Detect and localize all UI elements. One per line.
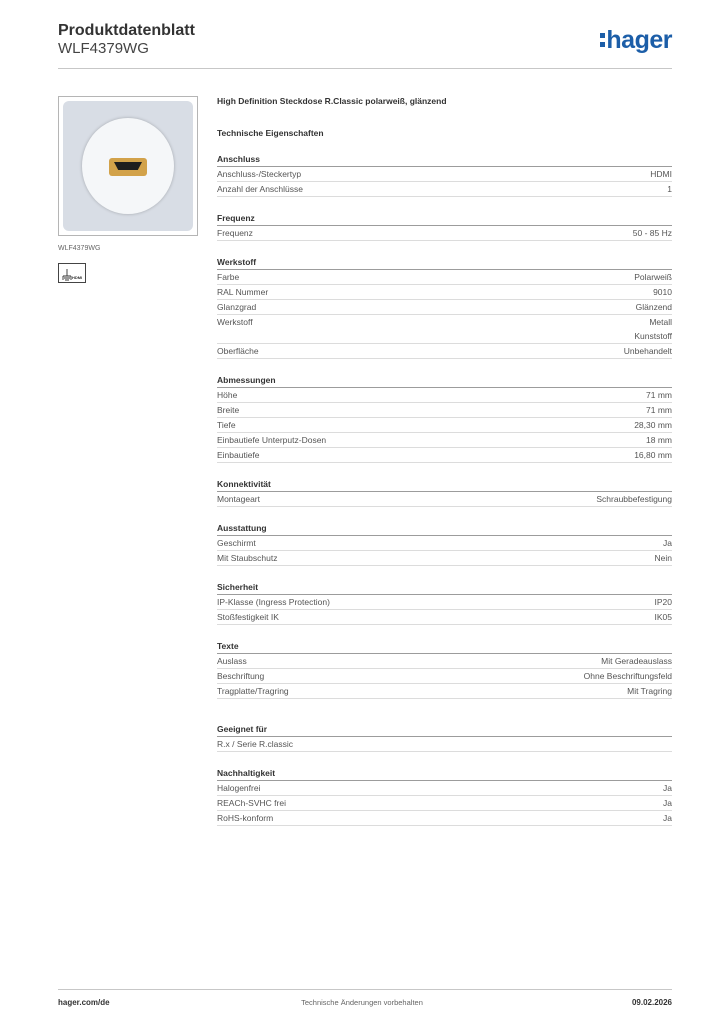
spec-row xyxy=(217,669,672,684)
spec-value: IP20 xyxy=(654,597,672,607)
spec-row xyxy=(217,167,672,182)
spec-label: Beschriftung xyxy=(217,671,265,681)
spec-value: 18 mm xyxy=(646,435,672,445)
spec-label: Anschluss-/Steckertyp xyxy=(217,169,302,179)
spec-value: Ja xyxy=(663,538,672,548)
section-werkstoff xyxy=(217,256,672,359)
spec-label: Montageart xyxy=(217,494,260,504)
spec-value: 9010 xyxy=(653,287,672,297)
symbol-label: HDMI xyxy=(72,275,83,280)
spec-row xyxy=(217,737,672,752)
spec-value: Glänzend xyxy=(635,302,672,312)
spec-row xyxy=(217,684,672,699)
footer-divider xyxy=(58,989,672,990)
section-geeignet-fuer xyxy=(217,723,672,752)
spec-label: Einbautiefe Unterputz-Dosen xyxy=(217,435,327,445)
section-anschluss xyxy=(217,153,672,197)
section-title: Nachhaltigkeit xyxy=(217,767,672,781)
spec-row xyxy=(217,285,672,300)
hdmi-symbol-icon xyxy=(58,263,86,283)
spec-value: Ohne Beschriftungsfeld xyxy=(583,671,672,681)
spec-label: Halogenfrei xyxy=(217,783,261,793)
spec-value: IK05 xyxy=(654,612,672,622)
section-title: Geeignet für xyxy=(217,723,672,737)
connector-symbol-icon xyxy=(59,264,87,284)
spec-label: R.x / Serie R.classic xyxy=(217,739,294,749)
spec-label: Oberfläche xyxy=(217,346,259,356)
spec-value: 71 mm xyxy=(646,390,672,400)
spec-row xyxy=(217,182,672,197)
spec-row xyxy=(217,595,672,610)
header-divider xyxy=(58,68,672,69)
tech-properties-heading: Technische Eigenschaften xyxy=(217,128,324,138)
spec-content xyxy=(217,95,672,826)
spec-value: 28,30 mm xyxy=(634,420,672,430)
spec-row xyxy=(217,796,672,811)
spec-row xyxy=(217,492,672,507)
spec-value: Metall Kunststoff xyxy=(634,317,672,341)
spec-value: Mit Geradeauslass xyxy=(601,656,672,666)
spec-label: Tragplatte/Tragring xyxy=(217,686,289,696)
section-title: Anschluss xyxy=(217,153,672,167)
spec-row xyxy=(217,344,672,359)
hdmi-port-icon xyxy=(109,158,147,176)
spec-value: Mit Tragring xyxy=(627,686,672,696)
spec-label: Auslass xyxy=(217,656,247,666)
socket-insert xyxy=(82,118,174,214)
spec-label: Einbautiefe xyxy=(217,450,260,460)
spec-label: Geschirmt xyxy=(217,538,256,548)
spec-value: 1 xyxy=(667,184,672,194)
document-title: Produktdatenblatt xyxy=(58,22,195,39)
spec-value: Unbehandelt xyxy=(623,346,672,356)
section-ausstattung xyxy=(217,522,672,566)
section-title: Ausstattung xyxy=(217,522,672,536)
spec-value: 50 - 85 Hz xyxy=(632,228,672,238)
logo-colon-icon xyxy=(600,28,605,47)
spec-value: 16,80 mm xyxy=(634,450,672,460)
section-konnektivitaet xyxy=(217,478,672,507)
spec-row xyxy=(217,448,672,463)
spec-row xyxy=(217,536,672,551)
spec-value: Schraubbefestigung xyxy=(596,494,672,504)
spec-row xyxy=(217,300,672,315)
spec-row xyxy=(217,226,672,241)
logo-text: hager xyxy=(606,26,672,54)
hager-logo xyxy=(600,28,672,53)
product-title: High Definition Steckdose R.Classic polarweiß, glänzend xyxy=(217,96,447,106)
spec-label: Anzahl der Anschlüsse xyxy=(217,184,303,194)
spec-value: Ja xyxy=(663,813,672,823)
spec-row xyxy=(217,388,672,403)
spec-row xyxy=(217,270,672,285)
spec-label: Werkstoff xyxy=(217,317,253,327)
spec-row xyxy=(217,551,672,566)
footer-disclaimer: Technische Änderungen vorbehalten xyxy=(301,998,423,1007)
spec-label: Höhe xyxy=(217,390,238,400)
section-title: Frequenz xyxy=(217,212,672,226)
spec-label: IP-Klasse (Ingress Protection) xyxy=(217,597,330,607)
spec-label: Frequenz xyxy=(217,228,253,238)
spec-row xyxy=(217,781,672,796)
section-sicherheit xyxy=(217,581,672,625)
product-image xyxy=(58,96,198,236)
spec-label: RoHS-konform xyxy=(217,813,274,823)
section-title: Abmessungen xyxy=(217,374,672,388)
spec-label: RAL Nummer xyxy=(217,287,269,297)
spec-row xyxy=(217,811,672,826)
spec-value: 71 mm xyxy=(646,405,672,415)
footer-website-link[interactable]: hager.com/de xyxy=(58,998,110,1007)
model-number: WLF4379WG xyxy=(58,40,149,57)
section-title: Texte xyxy=(217,640,672,654)
section-title: Konnektivität xyxy=(217,478,672,492)
cover-plate xyxy=(63,101,193,231)
section-title: Sicherheit xyxy=(217,581,672,595)
spec-value: Nein xyxy=(654,553,672,563)
section-texte xyxy=(217,640,672,699)
spec-label: Glanzgrad xyxy=(217,302,257,312)
section-frequenz xyxy=(217,212,672,241)
spec-row xyxy=(217,610,672,625)
spec-row xyxy=(217,418,672,433)
section-nachhaltigkeit xyxy=(217,767,672,826)
spec-label: Breite xyxy=(217,405,240,415)
spec-value: Polarweiß xyxy=(634,272,672,282)
spec-row xyxy=(217,433,672,448)
footer-date: 09.02.2026 xyxy=(631,998,672,1007)
spec-value: HDMI xyxy=(650,169,672,179)
spec-value: Ja xyxy=(663,783,672,793)
spec-value: Ja xyxy=(663,798,672,808)
spec-label: Stoßfestigkeit IK xyxy=(217,612,279,622)
spec-label: Farbe xyxy=(217,272,240,282)
spec-label: Mit Staubschutz xyxy=(217,553,278,563)
section-title: Werkstoff xyxy=(217,256,672,270)
spec-row xyxy=(217,654,672,669)
spec-label: Tiefe xyxy=(217,420,236,430)
spec-row xyxy=(217,315,672,344)
section-abmessungen xyxy=(217,374,672,463)
spec-row xyxy=(217,403,672,418)
spec-label: REACh-SVHC frei xyxy=(217,798,286,808)
image-caption: WLF4379WG xyxy=(58,245,101,252)
